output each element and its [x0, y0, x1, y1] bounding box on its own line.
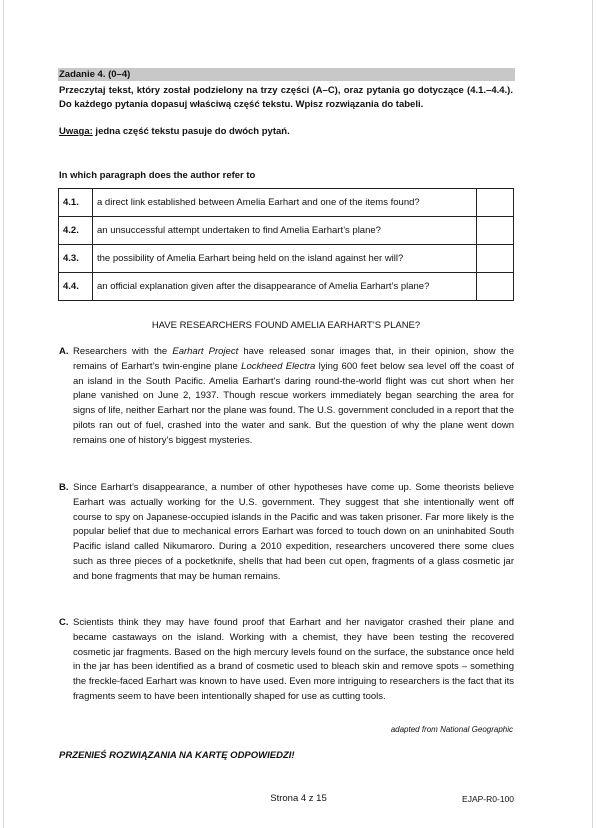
- table-row: [59, 217, 514, 245]
- question-text: the possibility of Amelia Earhart being held on the island against her will?: [93, 245, 477, 273]
- question-number: 4.1.: [59, 189, 93, 217]
- question-text: an official explanation given after the disappearance of Amelia Earhart’s plane?: [93, 273, 477, 301]
- italic-run: Earhart Project: [172, 346, 239, 357]
- answer-cell[interactable]: [477, 273, 514, 301]
- answer-cell[interactable]: [477, 189, 514, 217]
- table-row: [59, 189, 514, 217]
- italic-run: Lockheed Electra: [241, 360, 316, 372]
- paragraph-a: [59, 345, 514, 449]
- paragraph-body: Since Earhart’s disappearance, a number of other hypotheses have come up. Some theorists believe Earhart was actually working for the U.S. government. They suggest that she intentionally went off course to spy on Japanese-occupied islands in the Pacific and was taken prisoner. Far more likely is the popular belief that due to mechanical errors Earhart was forced to touch down on an uninhabited South Pacific island called Nikumaroro. During a 2010 expedition, researchers uncovered there some clues such as three pieces of a pocketknife, shells that had been cut open, fragments of a glass cosmetic jar and bone fragments that may be human remains.: [73, 482, 514, 582]
- paragraph-c: [59, 616, 514, 705]
- paragraph-body: Scientists think they may have found proof that Earhart and her navigator crashed their plane and became castaways on the island. Working with a chemist, they have been testing the recovered cosmetic jar fragments. Based on the high mercury levels found on the surface, the substance once held in the jar has been identified as a brand of cosmetic used to bleach skin and remove spots – something the freckle-faced Earhart was known to have used. Even more intriguing to researchers is the fact that its fragments seem to have been intentionally shaped for use as cutting tools.: [73, 617, 514, 702]
- page-number: Strona 4 z 15: [270, 793, 327, 804]
- task-instructions: Przeczytaj tekst, który został podzielony na trzy części (A–C), oraz pytania go dotyczące (4.1.–4.4.). Do każdego pytania dopasuj właściwą część tekstu. Wpisz rozwiązania do tabeli.: [59, 85, 513, 111]
- answer-cell[interactable]: [477, 245, 514, 273]
- note-label: Uwaga:: [59, 126, 93, 137]
- task-note: [59, 125, 290, 138]
- text-run: Researchers with the: [73, 346, 173, 357]
- text-run: have released sonar images that, in their opinion, show the remains of Earhart’s twin-engine plane: [73, 346, 514, 372]
- transfer-instruction: PRZENIEŚ ROZWIĄZANIA NA KARTĘ ODPOWIEDZI!: [59, 750, 295, 761]
- paragraph-b: [59, 481, 514, 585]
- answer-cell[interactable]: [477, 217, 514, 245]
- task-title: Zadanie 4. (0–4): [59, 69, 131, 80]
- table-row: [59, 273, 514, 301]
- questions-table: [58, 188, 514, 301]
- question-text: a direct link established between Amelia Earhart and one of the items found?: [93, 189, 477, 217]
- table-row: [59, 245, 514, 273]
- paragraph-letter: B.: [59, 482, 69, 493]
- paragraph-letter: C.: [59, 617, 69, 628]
- question-prompt: In which paragraph does the author refer to: [59, 170, 256, 181]
- article-title: HAVE RESEARCHERS FOUND AMELIA EARHART’S PLANE?: [151, 320, 421, 331]
- exam-code: EJAP-R0-100: [462, 794, 514, 804]
- paragraph-body: [73, 345, 514, 449]
- text-run: lying 600 feet below sea level off the coast of an island in the South Pacific. Amelia Earhart’s daring round-the-world flight was cut short when her plane vanished on June 2, 1937. Though rescue workers immediately began searching the area for signs of life, neither Earhart nor the plane was found. The U.S. government concluded in a report that the pilots ran out of fuel, crashed into the water and sank. But the question of why the plane went down remains one of history’s biggest mysteries.: [73, 360, 514, 446]
- paragraph-letter: A.: [59, 346, 69, 357]
- question-text: an unsuccessful attempt undertaken to find Amelia Earhart’s plane?: [93, 217, 477, 245]
- source-credit: adapted from National Geographic: [390, 725, 513, 734]
- question-number: 4.4.: [59, 273, 93, 301]
- question-number: 4.3.: [59, 245, 93, 273]
- note-text: jedna część tekstu pasuje do dwóch pytań.: [92, 126, 290, 137]
- question-number: 4.2.: [59, 217, 93, 245]
